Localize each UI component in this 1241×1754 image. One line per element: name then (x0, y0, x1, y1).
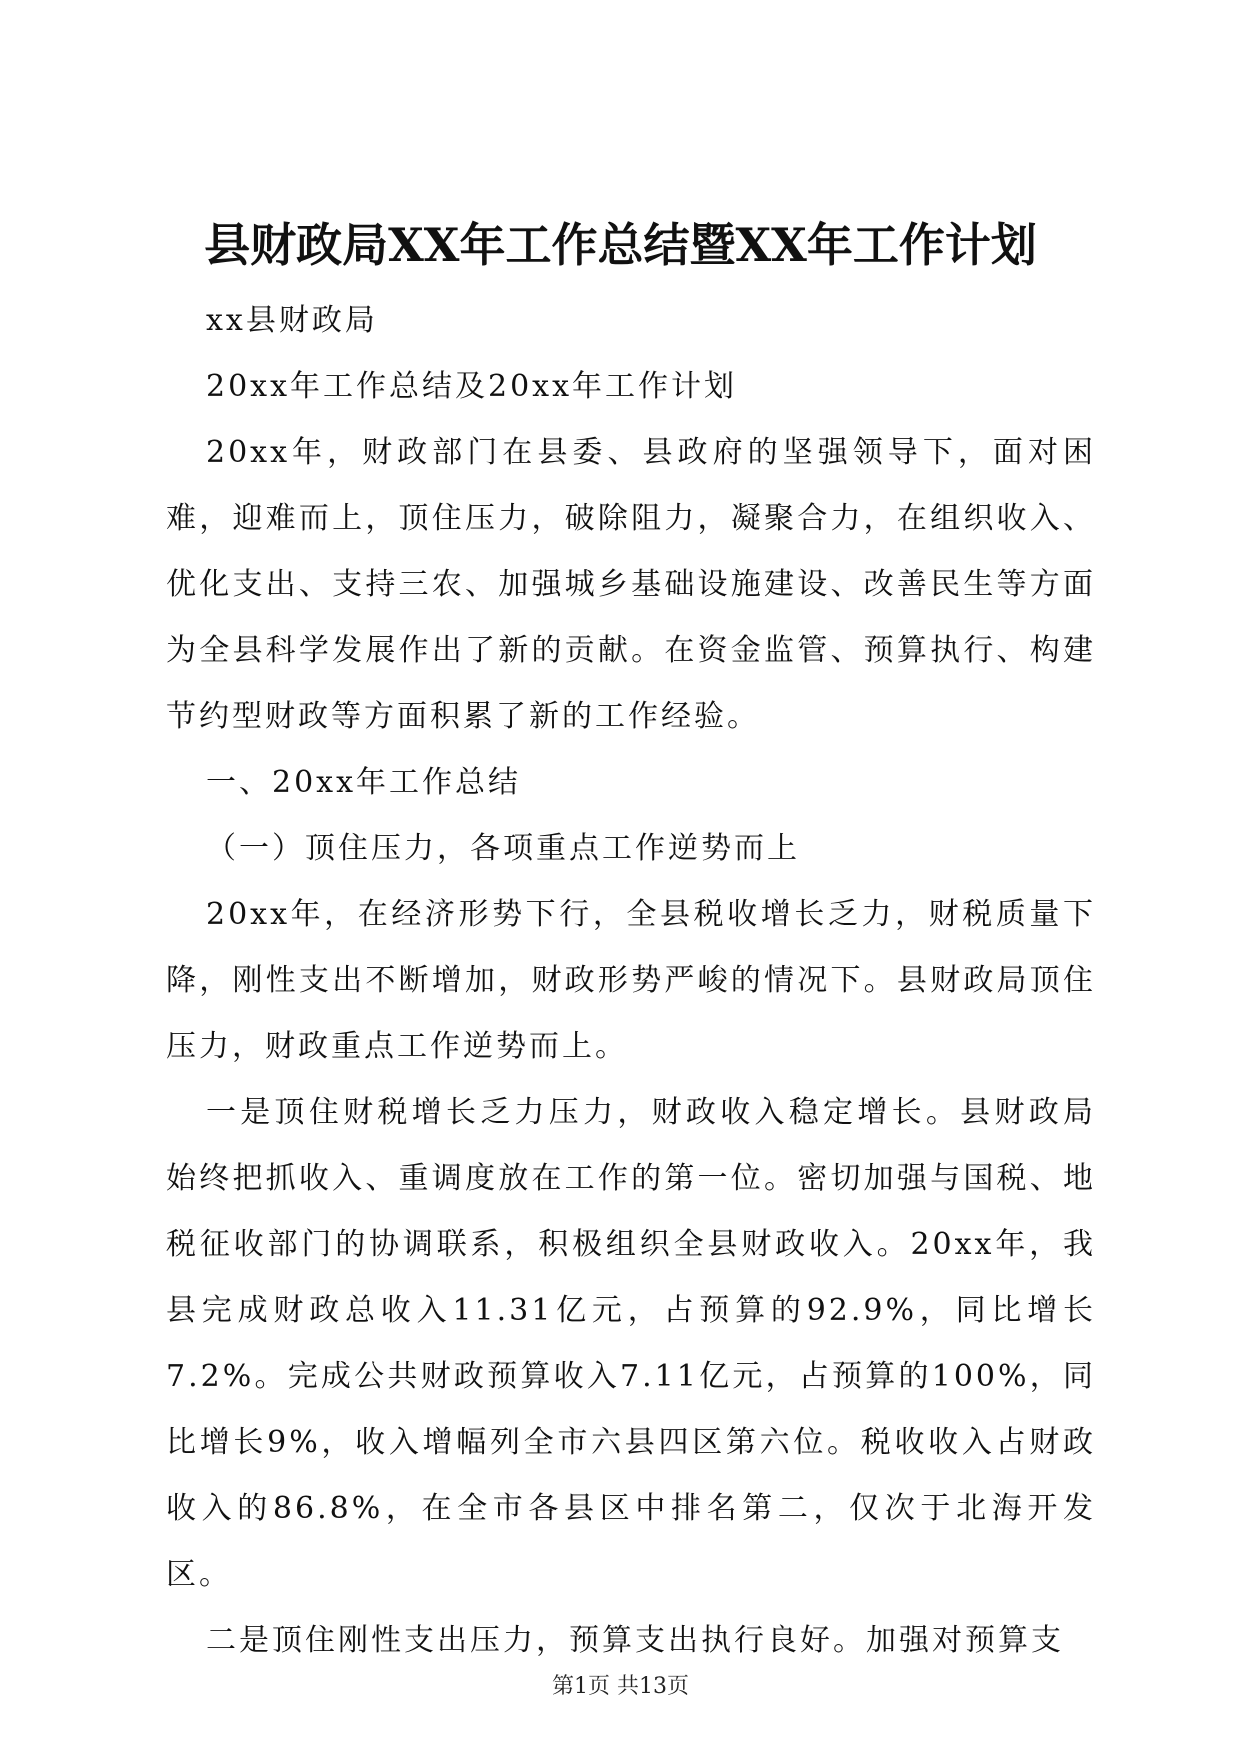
paragraph-revenue: 一是顶住财税增长乏力压力，财政收入稳定增长。县财政局始终把抓收入、重调度放在工作的第一位。密切加强与国税、地税征收部门的协调联系，积极组织全县财政收入。20xx年，我县完成财政总收入11.31亿元，占预算的92.9%，同比增长7.2%。完成公共财政预算收入7.11亿元，占预算的100%，同比增长9%，收入增幅列全市六县四区第六位。税收收入占财政收入的86.8%，在全市各县区中排名第二，仅次于北海开发区。 (166, 1095, 1096, 1592)
document-title: 县财政局XX年工作总结暨XX年工作计划 (204, 218, 1037, 272)
page-number: 第1页 共13页 (552, 1674, 689, 1699)
paragraph-intro: 20xx年，财政部门在县委、县政府的坚强领导下，面对困难，迎难而上，顶住压力，破除阻力，凝聚合力，在组织收入、优化支出、支持三农、加强城乡基础设施建设、改善民生等方面为全县科学发展作出了新的贡献。在资金监管、预算执行、构建节约型财政等方面积累了新的工作经验。 (166, 435, 1096, 734)
subsection-heading: （一）顶住压力，各项重点工作逆势而上 (206, 831, 800, 866)
paragraph-expenditure: 二是顶住刚性支出压力，预算支出执行良好。加强对预算支 (206, 1623, 1064, 1658)
document-body (166, 288, 1096, 1674)
org-line: xx县财政局 (206, 303, 378, 338)
section-heading: 一、20xx年工作总结 (206, 765, 522, 800)
subtitle-line: 20xx年工作总结及20xx年工作计划 (206, 369, 738, 404)
paragraph-overview: 20xx年，在经济形势下行，全县税收增长乏力，财税质量下降，刚性支出不断增加，财政形势严峻的情况下。县财政局顶住压力，财政重点工作逆势而上。 (166, 897, 1096, 1064)
